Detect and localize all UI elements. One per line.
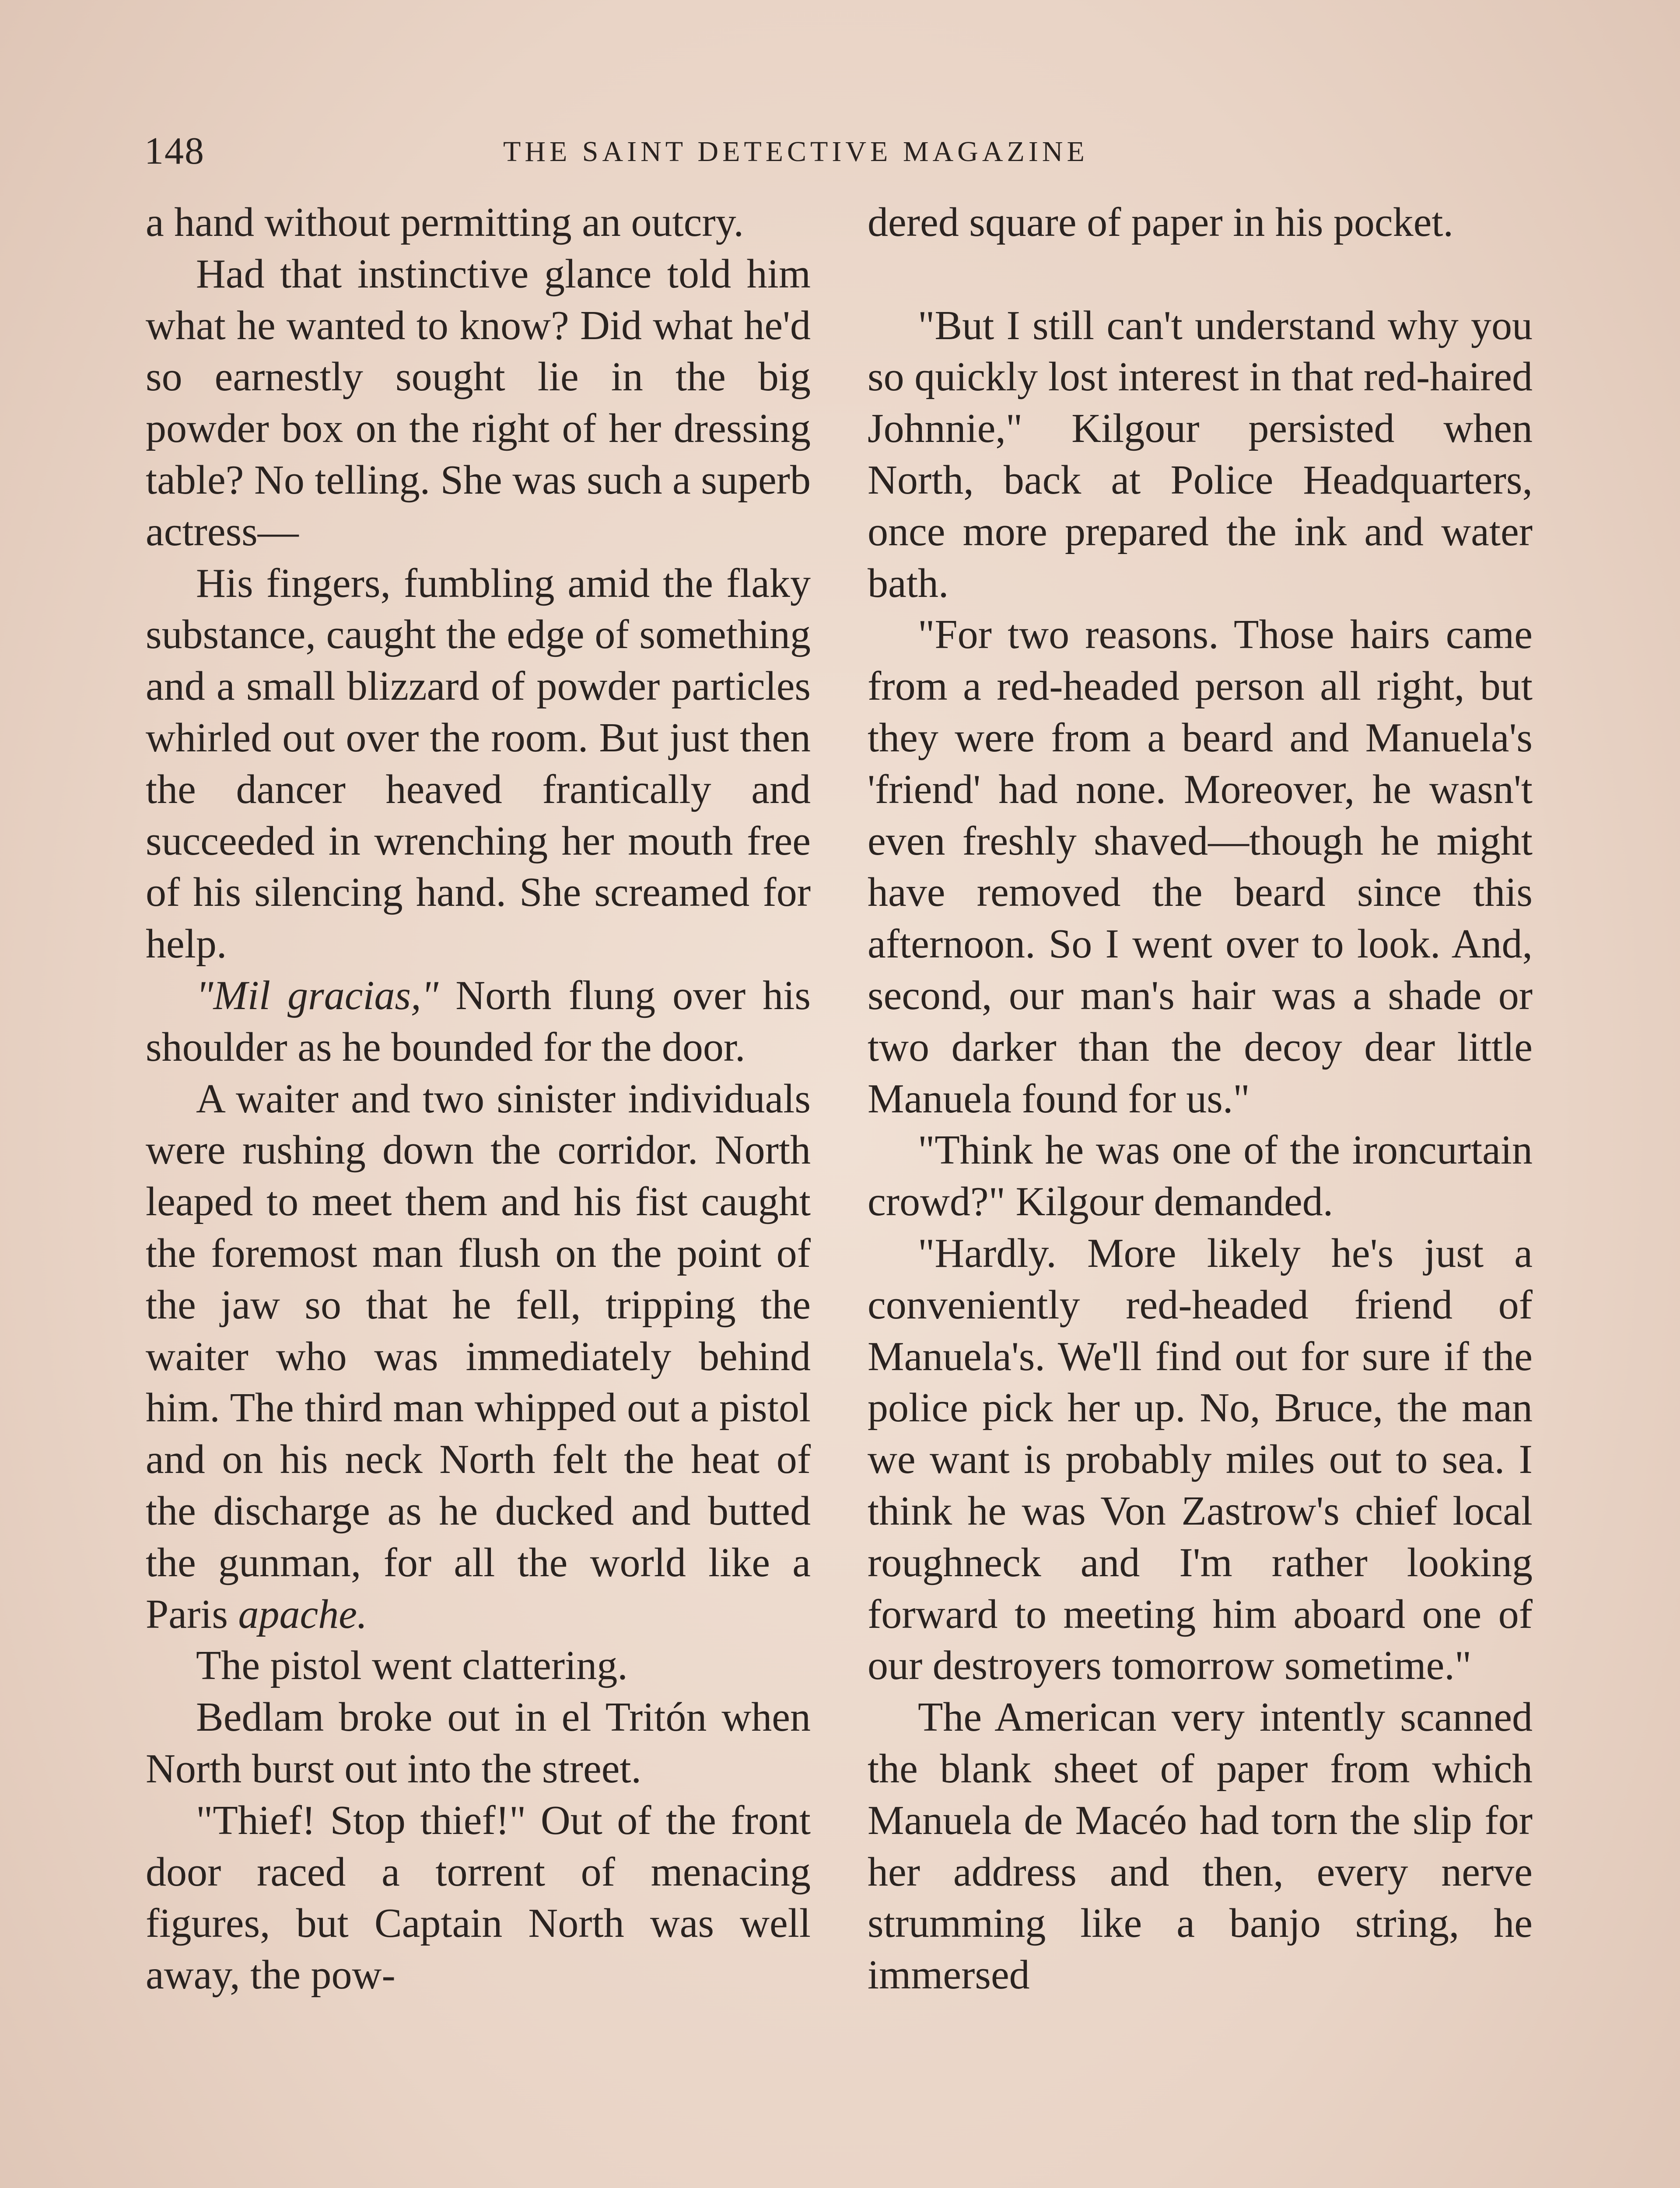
paragraph: Had that instinctive glance told him what he wanted to know? Did what he'd so earnestly sought lie in the big powder box on the right of her dressing table? No telling. She was such a superb actress— <box>146 251 811 554</box>
paragraph: "But I still can't understand why you so quickly lost interest in that red-haired Johnnie," Kilgour persisted when North, back at Police Headquarters, once more prepared the ink and water bath. <box>868 302 1533 606</box>
paragraph: dered square of paper in his pocket. <box>868 200 1453 245</box>
running-head: THE SAINT DETECTIVE MAGAZINE <box>503 136 1088 168</box>
paragraph: The American very intently scanned the blank sheet of paper from which Manuela de Macéo had torn the slip for her address and then, every nerve strumming like a banjo string, he immersed <box>868 1694 1533 1998</box>
page-header <box>144 129 1531 182</box>
paragraph-text: A waiter and two sinister individuals were rushing down the corridor. North leaped to meet them and his fist caught the foremost man flush on the point of the jaw so that he fell, tripping the waiter who was immediately behind him. The third man whipped out a pistol and on his neck North felt the heat of the discharge as he ducked and butted the gunman, for all the world like a Paris <box>146 1076 811 1637</box>
paragraph <box>146 970 811 1073</box>
page-number: 148 <box>144 130 205 172</box>
paragraph: "Think he was one of the ironcurtain crowd?" Kilgour demanded. <box>868 1127 1533 1225</box>
paragraph: "For two reasons. Those hairs came from a red-headed person all right, but they were from a beard and Manuela's 'friend' had none. Moreover, he wasn't even freshly shaved—though he might have removed the beard since this afternoon. So I went over to look. And, second, our man's hair was a shade or two darker than the decoy dear little Manuela found for us." <box>868 612 1533 1122</box>
paragraph: Bedlam broke out in el Tritón when North burst out into the street. <box>146 1694 811 1792</box>
paragraph: The pistol went clattering. <box>196 1643 628 1689</box>
paragraph: His fingers, fumbling amid the flaky substance, caught the edge of something and a small blizzard of powder particles whirled out over the room. But just then the dancer heaved frantically and succeeded in wrenching her mouth free of his silencing hand. She screamed for help. <box>146 560 811 967</box>
paragraph <box>146 1073 811 1641</box>
right-column <box>868 197 1533 2001</box>
left-column <box>146 197 811 2001</box>
paragraph: "Hardly. More likely he's just a conveniently red-headed friend of Manuela's. We'll find out for sure if the police pick her up. No, Bruce, the man we want is probably miles out to sea. I think he was Von Zastrow's chief local roughneck and I'm rather looking forward to meeting him aboard one of our destroyers tomorrow sometime." <box>868 1230 1533 1689</box>
italic-word: apache. <box>238 1591 368 1637</box>
paragraph-text: North flung over his shoulder as he bounded for the door. <box>146 972 811 1070</box>
italic-phrase: "Mil gracias," <box>196 972 439 1018</box>
paragraph: a hand without permitting an outcry. <box>146 200 744 245</box>
paragraph: "Thief! Stop thief!" Out of the front door raced a torrent of menacing figures, but Captain North was well away, the pow- <box>146 1797 811 1998</box>
